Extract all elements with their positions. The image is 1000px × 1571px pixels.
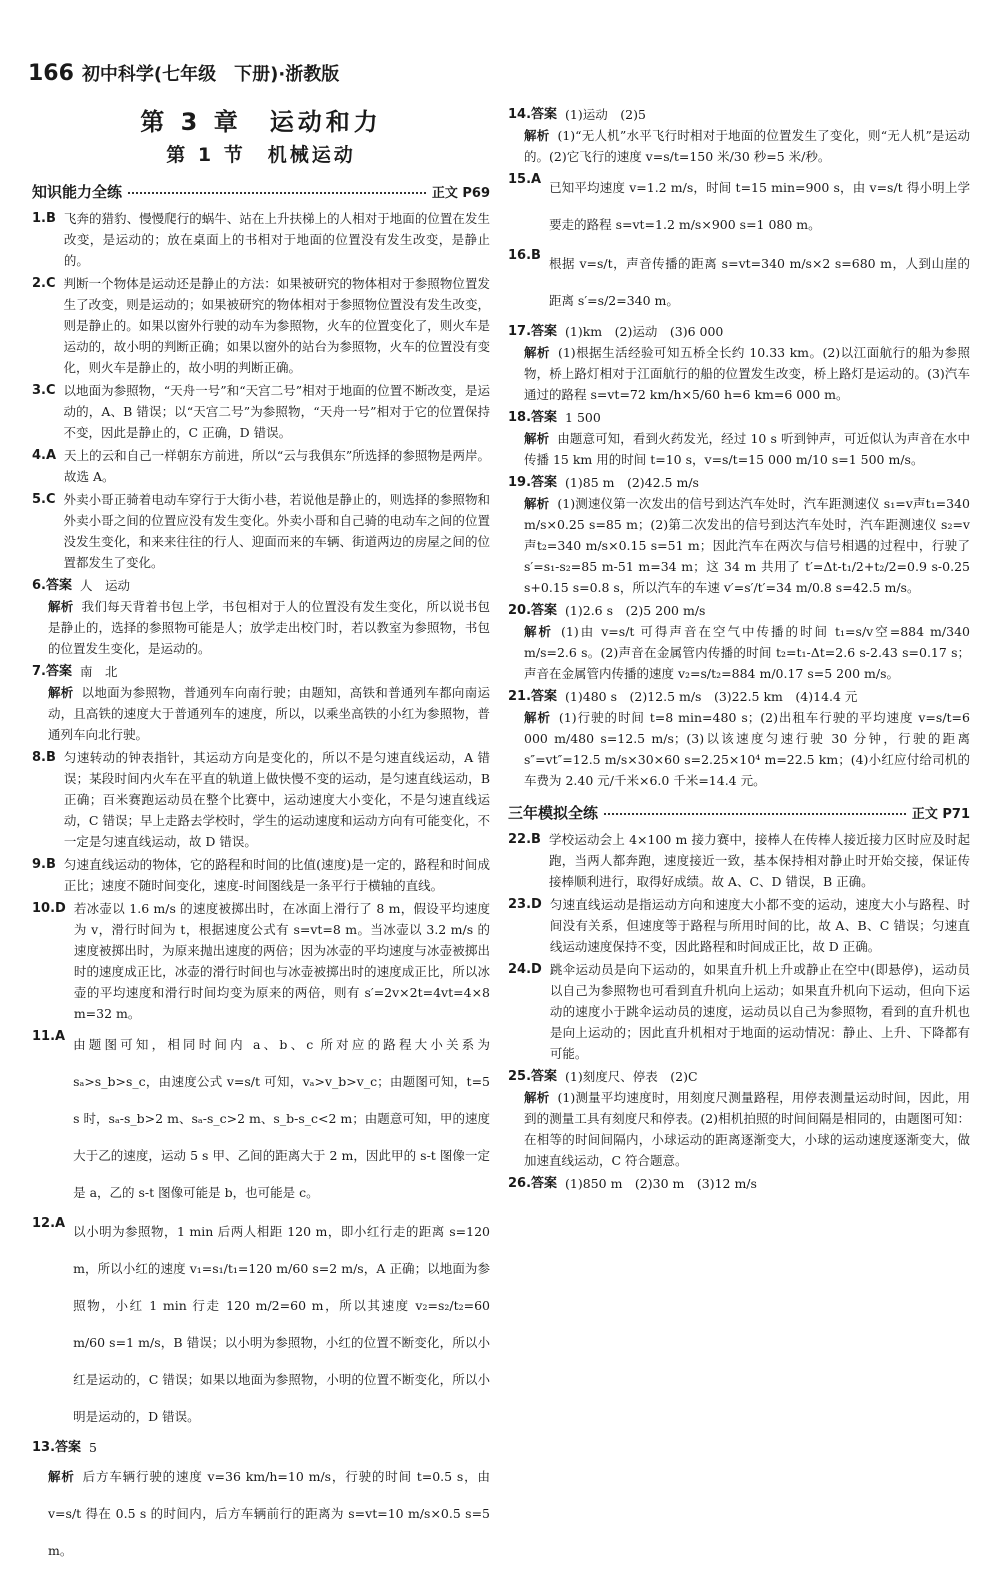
- explanation: [508, 428, 970, 470]
- answer-item: [32, 854, 490, 896]
- explanation-text: (1)由 v=s/t 可得声音在空气中传播的时间 t₁=s/v空=884 m/340 m/s=2.6 s。(2)声音在金属管内传播的时间 t₂=t₁-Δt=2.6 s-2.43 s=0.17 s；声音在金属管内传播的速度 v₂=s/t₂=884 m/0.17 s=5 200 m/s。: [524, 624, 970, 681]
- answer-row: [508, 600, 970, 621]
- answer-list-right-practice: [508, 829, 970, 1194]
- answer-item: [508, 1066, 970, 1171]
- answer-text: 人 运动: [79, 578, 130, 593]
- question-number: 17.答案: [508, 324, 558, 339]
- explanation-text: (1)根据生活经验可知五桥全长约 10.33 km。(2)以江面航行的船为参照物，桥上路灯相对于江面航行的船的位置发生改变，桥上路灯是运动的。(3)汽车通过的路程 s=vt=72 km/h×5/60 h=6 km=6 000 m。: [524, 345, 970, 402]
- answer-item: [508, 686, 970, 791]
- section-bar-label: 三年模拟全练: [508, 803, 599, 822]
- answer-row: [32, 1437, 490, 1458]
- answer-item: [508, 169, 970, 243]
- answer-item: [32, 489, 490, 573]
- section-bar-knowledge: [32, 180, 490, 202]
- question-number: 9.B: [32, 857, 56, 872]
- answer-text: 由题图可知，相同时间内 a、b、c 所对应的路程大小关系为 sₐ>s_b>s_c，由速度公式 v=s/t 可知，vₐ>v_b>v_c；由题图可知，t=5 s 时，sₐ-s_b>2 m、sₐ-s_c>2 m、s_b-s_c<2 m；由题意可知，甲的速度大于乙的速度，运动 5 s 甲、乙间的距离大于 2 m，因此甲的 s-t 图像一定是 a，乙的 s-t 图像可能是 b，也可能是 c。: [73, 1037, 490, 1200]
- explanation: [32, 682, 490, 745]
- question-number: 14.答案: [508, 107, 558, 122]
- page-header: [28, 60, 488, 86]
- section-bar-ref: 正文 P69: [431, 185, 490, 201]
- section-bar-practice: [508, 801, 970, 823]
- answer-item: [508, 104, 970, 167]
- answer-text: 已知平均速度 v=1.2 m/s，时间 t=15 min=900 s，由 v=s/t 得小明上学要走的路程 s=vt=1.2 m/s×900 s=1 080 m。: [549, 180, 970, 232]
- question-number: 26.答案: [508, 1176, 558, 1191]
- explanation-label: 解析: [48, 1469, 75, 1484]
- answer-row: [32, 575, 490, 596]
- explanation-text: (1)“无人机”水平飞行时相对于地面的位置发生了变化，则“无人机”是运动的。(2)它飞行的速度 v=s/t=150 米/30 秒=5 米/秒。: [524, 128, 970, 164]
- explanation-text: 后方车辆行驶的速度 v=36 km/h=10 m/s，行驶的时间 t=0.5 s，由 v=s/t 得在 0.5 s 的时间内，后方车辆前行的距离为 s=vt=10 m/s×0.5 s=5 m。: [48, 1469, 490, 1558]
- answer-text: (1)850 m (2)30 m (3)12 m/s: [565, 1176, 757, 1191]
- question-number: 2.C: [32, 276, 56, 291]
- question-number: 22.B: [508, 832, 541, 847]
- answer-row: [508, 472, 970, 493]
- question-number: 3.C: [32, 383, 56, 398]
- question-number: 23.D: [508, 897, 542, 912]
- answer-row: [32, 489, 490, 573]
- question-number: 25.答案: [508, 1069, 558, 1084]
- answer-text: (1)2.6 s (2)5 200 m/s: [565, 603, 706, 618]
- answer-item: [508, 321, 970, 405]
- book-title: 初中科学(七年级 下册)·浙教版: [81, 64, 340, 85]
- left-column: [32, 100, 490, 1571]
- question-number: 5.C: [32, 492, 56, 507]
- question-number: 19.答案: [508, 475, 558, 490]
- section-bar-label: 知识能力全练: [32, 182, 123, 201]
- answer-text: 若冰壶以 1.6 m/s 的速度被掷出时，在冰面上滑行了 8 m，假设平均速度为 v，滑行时间为 t，根据速度公式有 s=vt=8 m。当冰壶以 3.2 m/s 的速度被掷出时，为原来抛出速度的两倍；因为冰壶的平均速度与冰壶被掷出时的速度成正比，冰壶的滑行时间也与冰壶被掷出时的速度成正比，所以冰壶的平均速度和滑行时间均变为原来的两倍，则有 s′=2v×2t=4vt=4×8 m=32 m。: [73, 901, 490, 1021]
- explanation: [32, 1458, 490, 1569]
- answer-row: [508, 245, 970, 319]
- question-number: 10.D: [32, 901, 66, 916]
- explanation-label: 解析: [524, 128, 550, 143]
- explanation: [508, 707, 970, 791]
- explanation-text: 我们每天背着书包上学，书包相对于人的位置没有发生变化，所以说书包是静止的，选择的参照物可能是人；放学走出校门时，若以教室为参照物，书包的位置发生变化，是运动的。: [48, 599, 490, 656]
- question-number: 20.答案: [508, 603, 558, 618]
- answer-row: [32, 1026, 490, 1211]
- answer-item: [32, 661, 490, 745]
- explanation-text: (1)测速仪第一次发出的信号到达汽车处时，汽车距测速仪 s₁=v声t₁=340 m/s×0.25 s=85 m；(2)第二次发出的信号到达汽车处时，汽车距测速仪 s₂=v声t₂=340 m/s×0.15 s=51 m；因此汽车在两次与信号相遇的过程中，行驶了 s′=s₁-s₂=85 m-51 m=34 m；这 34 m 共用了 t′=Δt-t₁/2+t₂/2=0.9 s-0.25 s+0.15 s=0.8 s，所以汽车的车速 v′=s′/t′=34 m/0.8 s=42.5 m/s。: [524, 496, 970, 595]
- chapter-title: 第 3 章 运动和力: [140, 108, 382, 136]
- answer-item: [508, 245, 970, 319]
- question-number: 6.答案: [32, 578, 72, 593]
- answer-row: [508, 169, 970, 243]
- answer-row: [32, 208, 490, 271]
- answer-text: (1)刻度尺、停表 (2)C: [565, 1069, 698, 1084]
- answer-text: 天上的云和自己一样朝东方前进，所以“云与我俱东”所选择的参照物是两岸。故选 A。: [64, 448, 490, 484]
- answer-row: [32, 898, 490, 1024]
- answer-text: 1 500: [565, 410, 601, 425]
- answer-item: [508, 959, 970, 1064]
- explanation: [32, 596, 490, 659]
- answer-row: [508, 321, 970, 342]
- question-number: 13.答案: [32, 1440, 82, 1455]
- answer-item: [508, 472, 970, 598]
- answer-text: 以小明为参照物，1 min 后两人相距 120 m，即小红行走的距离 s=120 m，所以小红的速度 v₁=s₁/t₁=120 m/60 s=2 m/s，A 正确；以地面为参照物，小红 1 min 行走 120 m/2=60 m，所以其速度 v₂=s₂/t₂=60 m/60 s=1 m/s，B 错误；以小明为参照物，小红的位置不断变化，所以小红是运动的，C 错误；如果以地面为参照物，小明的位置不断变化，所以小明是运动的，D 错误。: [73, 1224, 490, 1424]
- explanation-label: 解析: [524, 496, 550, 511]
- question-number: 8.B: [32, 750, 56, 765]
- answer-text: 匀速转动的钟表指针，其运动方向是变化的，所以不是匀速直线运动，A 错误；某段时间内火车在平直的轨道上做快慢不变的运动，是匀速直线运动，B 正确；百米赛跑运动员在整个比赛中，运动速度大小变化，不是匀速直线运动，C 错误；早上走路去学校时，学生的运动速度和运动方向有可能变化，不一定是匀速直线运动，故 D 错误。: [63, 750, 490, 849]
- answer-list-left: [32, 208, 490, 1569]
- page-number: 166: [28, 61, 74, 86]
- explanation: [508, 621, 970, 684]
- explanation-text: (1)行驶的时间 t=8 min=480 s；(2)出租车行驶的平均速度 v=s/t=6 000 m/480 s=12.5 m/s；(3)以该速度匀速行驶 30 分钟，行驶的距离 s″=vt″=12.5 m/s×30×60 s=2.25×10⁴ m=22.5 km；(4)小红应付给司机的车费为 2.40 元/千米×6.0 千米=14.4 元。: [524, 710, 970, 788]
- answer-text: 根据 v=s/t，声音传播的距离 s=vt=340 m/s×2 s=680 m，人到山崖的距离 s′=s/2=340 m。: [548, 256, 970, 308]
- answer-text: 匀速直线运动是指运动方向和速度大小都不变的运动，速度大小与路程、时间没有关系，但速度等于路程与所用时间的比，故 A、B、C 错误；匀速直线运动速度保持不变，因此路程和时间成正比，故 D 正确。: [549, 897, 970, 954]
- dotted-leader: [604, 813, 906, 815]
- answer-list-right: [508, 104, 970, 791]
- question-number: 11.A: [32, 1029, 66, 1044]
- question-number: 1.B: [32, 211, 56, 226]
- answer-text: (1)km (2)运动 (3)6 000: [565, 324, 724, 339]
- answer-text: 判断一个物体是运动还是静止的方法：如果被研究的物体相对于参照物位置发生了改变，则是运动的；如果被研究的物体相对于参照物位置没有发生改变，则是静止的。如果以窗外行驶的动车为参照物，火车的位置变化了，则火车是运动的，故小明的判断正确；如果以窗外的站台为参照物，火车的位置没有变化，则火车是静止的，故小明的判断正确。: [63, 276, 490, 375]
- explanation: [508, 493, 970, 598]
- answer-text: 匀速直线运动的物体，它的路程和时间的比值(速度)是一定的，路程和时间成正比；速度不随时间变化，速度-时间图线是一条平行于横轴的直线。: [63, 857, 490, 893]
- answer-row: [508, 894, 970, 957]
- answer-item: [508, 600, 970, 684]
- answer-row: [32, 854, 490, 896]
- answer-row: [508, 959, 970, 1064]
- explanation-text: (1)测量平均速度时，用刻度尺测量路程，用停表测量运动时间，因此，用到的测量工具有刻度尺和停表。(2)相机拍照的时间间隔是相同的，由题图可知：在相等的时间间隔内，小球运动的距离逐渐变大，小球的运动速度逐渐变大，做加速直线运动，C 符合题意。: [524, 1090, 970, 1168]
- question-number: 24.D: [508, 962, 542, 977]
- answer-item: [508, 829, 970, 892]
- explanation-label: 解析: [524, 710, 551, 725]
- question-number: 12.A: [32, 1216, 66, 1231]
- explanation-text: 以地面为参照物，普通列车向南行驶；由题知，高铁和普通列车都向南运动，且高铁的速度大于普通列车的速度，所以，以乘坐高铁的小红为参照物，普通列车向北行驶。: [48, 685, 490, 742]
- answer-item: [32, 1213, 490, 1435]
- answer-row: [508, 829, 970, 892]
- answer-item: [508, 1173, 970, 1194]
- explanation-label: 解析: [524, 624, 554, 639]
- question-number: 4.A: [32, 448, 57, 463]
- answer-text: 南 北: [79, 664, 118, 679]
- answer-item: [508, 407, 970, 470]
- section-bar-ref: 正文 P71: [911, 806, 970, 822]
- answer-item: [32, 1026, 490, 1211]
- answer-row: [32, 273, 490, 378]
- answer-row: [508, 1173, 970, 1194]
- answer-item: [32, 1437, 490, 1569]
- explanation-label: 解析: [48, 599, 74, 614]
- question-number: 18.答案: [508, 410, 558, 425]
- question-number: 16.B: [508, 248, 541, 263]
- answer-item: [32, 747, 490, 852]
- answer-row: [32, 445, 490, 487]
- explanation-label: 解析: [524, 345, 550, 360]
- answer-item: [32, 208, 490, 271]
- explanation-label: 解析: [48, 685, 74, 700]
- question-number: 21.答案: [508, 689, 558, 704]
- answer-row: [508, 1066, 970, 1087]
- answer-text: (1)85 m (2)42.5 m/s: [565, 475, 699, 490]
- answer-text: 以地面为参照物，“天舟一号”和“天宫二号”相对于地面的位置不断改变，是运动的，A、B 错误；以“天宫二号”为参照物，“天舟一号”相对于它的位置保持不变，因此是静止的，C 正确，D 错误。: [63, 383, 490, 440]
- answer-text: 外卖小哥正骑着电动车穿行于大街小巷，若说他是静止的，则选择的参照物和外卖小哥之间的位置应没有发生变化。外卖小哥和自己骑的电动车之间的位置没发生变化，和来来往往的行人、迎面而来的车辆、街道两边的房屋之间的位置都发生了变化。: [63, 492, 490, 570]
- answer-text: 飞奔的猎豹、慢慢爬行的蜗牛、站在上升扶梯上的人相对于地面的位置在发生改变，是运动的；放在桌面上的书相对于地面的位置没有发生改变，是静止的。: [63, 211, 490, 268]
- answer-text: (1)运动 (2)5: [565, 107, 646, 122]
- answer-text: (1)480 s (2)12.5 m/s (3)22.5 km (4)14.4 元: [565, 689, 858, 704]
- explanation-label: 解析: [524, 1090, 550, 1105]
- question-number: 15.A: [508, 172, 542, 187]
- explanation-label: 解析: [524, 431, 550, 446]
- answer-item: [32, 445, 490, 487]
- answer-row: [508, 686, 970, 707]
- answer-row: [32, 747, 490, 852]
- explanation-text: 由题意可知，看到火药发光，经过 10 s 听到钟声，可近似认为声音在水中传播 15 km 用的时间 t=10 s，v=s/t=15 000 m/10 s=1 500 m/s。: [524, 431, 970, 467]
- answer-row: [32, 1213, 490, 1435]
- right-column: [508, 104, 970, 1196]
- explanation: [508, 342, 970, 405]
- answer-row: [508, 104, 970, 125]
- answer-row: [508, 407, 970, 428]
- answer-text: 5: [89, 1440, 97, 1455]
- answer-item: [32, 380, 490, 443]
- question-number: 7.答案: [32, 664, 72, 679]
- explanation: [508, 125, 970, 167]
- explanation: [508, 1087, 970, 1171]
- answer-item: [32, 575, 490, 659]
- dotted-leader: [128, 192, 426, 194]
- answer-text: 学校运动会上 4×100 m 接力赛中，接棒人在传棒人接近接力区时应及时起跑，当两人都奔跑，速度接近一致，基本保持相对静止时开始交接，保证传接棒顺利进行，取得好成绩。故 A、C、D 错误，B 正确。: [548, 832, 970, 889]
- answer-item: [32, 273, 490, 378]
- section-title: 第 1 节 机械运动: [166, 144, 356, 166]
- answer-row: [32, 380, 490, 443]
- answer-row: [32, 661, 490, 682]
- answer-text: 跳伞运动员是向下运动的，如果直升机上升或静止在空中(即悬停)，运动员以自己为参照物也可看到直升机向上运动；如果直升机向下运动，但向下运动的速度小于跳伞运动员的速度，运动员以自己为参照物，看到的直升机也是向上运动的；因此直升机相对于地面的运动情况：静止、上升、下降都有可能。: [549, 962, 970, 1061]
- answer-item: [32, 898, 490, 1024]
- answer-item: [508, 894, 970, 957]
